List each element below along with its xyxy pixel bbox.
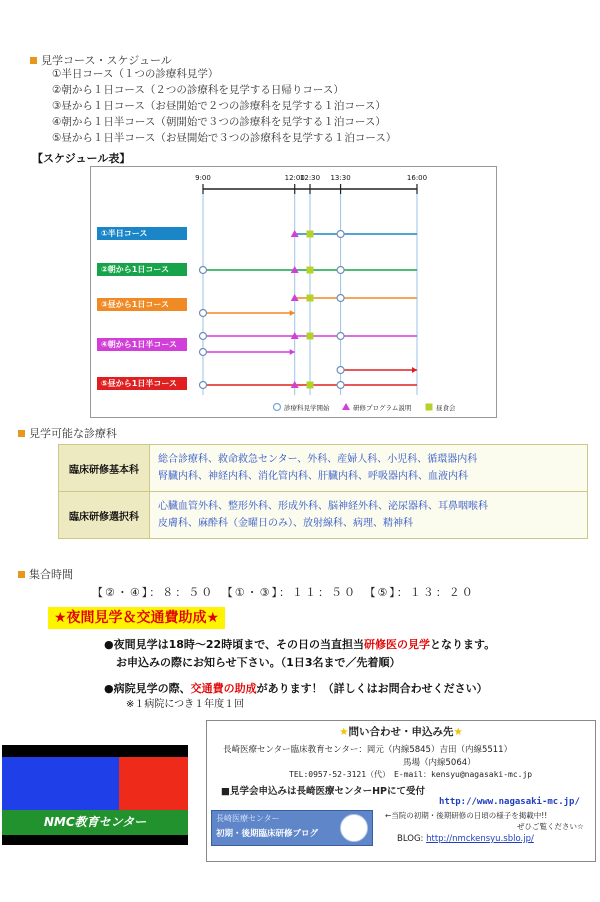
contact-line: 長崎医療センター臨床教育センター：岡元（内線5845）吉田（内線5511） bbox=[223, 745, 513, 755]
visit-start-marker bbox=[337, 267, 344, 274]
section-bullet-icon bbox=[30, 57, 37, 64]
time-tick-label: 13:30 bbox=[330, 174, 351, 182]
note-line: ●夜間見学は18時〜22時頃まで、その日の当直担当研修医の見学となります。 bbox=[104, 638, 496, 651]
blog-link[interactable]: http://nmckensyu.sblo.jp/ bbox=[426, 834, 534, 844]
course-label: ②朝から1日コース bbox=[97, 263, 187, 276]
blog-note: ←当院の初期・後期研修の日頃の様子を掲載中!! bbox=[385, 811, 548, 820]
course-item: ③昼から１日コース（お昼開始で２つの診療科を見学する１泊コース） bbox=[52, 100, 386, 112]
visit-start-marker bbox=[337, 333, 344, 340]
time-tick-label: 12:00 bbox=[284, 174, 305, 182]
course-label: ⑤昼から1日半コース bbox=[97, 377, 187, 390]
course-section-title: 見学コース・スケジュール bbox=[30, 52, 172, 68]
contact-line: ■見学会申込みは長崎医療センターHPにて受付 bbox=[221, 786, 426, 797]
course-label: ④朝から1日半コース bbox=[97, 338, 187, 351]
course-item: ②朝から１日コース（２つの診療科を見学する日帰りコース） bbox=[52, 84, 344, 96]
time-tick-label: 9:00 bbox=[195, 174, 211, 182]
night-visit-notes bbox=[104, 636, 495, 712]
note-line: ※１病院につき１年度１回 bbox=[126, 699, 245, 710]
visit-start-marker bbox=[337, 231, 344, 238]
visit-start-marker bbox=[337, 382, 344, 389]
logo-blue-block bbox=[2, 757, 119, 810]
nmc-logo bbox=[2, 745, 188, 845]
lunch-marker bbox=[307, 295, 314, 302]
legend-label: 昼食会 bbox=[436, 404, 456, 412]
dept-section-title: 見学可能な診療科 bbox=[18, 425, 117, 441]
visit-start-marker bbox=[200, 267, 207, 274]
legend-label: 診療科見学開始 bbox=[284, 404, 330, 412]
legend-marker bbox=[342, 403, 350, 410]
star-icon: ★ bbox=[339, 726, 349, 738]
visit-start-marker bbox=[200, 333, 207, 340]
table-row bbox=[59, 492, 588, 539]
blog-banner[interactable]: 長崎医療センター 初期・後期臨床研修ブログ bbox=[211, 810, 373, 846]
visit-start-marker bbox=[200, 349, 207, 356]
course-item: ⑤昼から１日半コース（お昼開始で３つの診療科を見学する１泊コース） bbox=[52, 132, 397, 144]
course-item: ①半日コース（１つの診療科見学） bbox=[52, 68, 219, 80]
meeting-section-title: 集合時間 bbox=[18, 566, 73, 582]
lunch-marker bbox=[307, 231, 314, 238]
course-label: ①半日コース bbox=[97, 227, 187, 240]
dept-header: 臨床研修基本科 bbox=[59, 445, 150, 492]
website-link[interactable]: http://www.nagasaki-mc.jp/ bbox=[439, 797, 580, 807]
schedule-label: 【スケジュール表】 bbox=[32, 152, 131, 165]
contact-line: TEL:0957-52-3121（代） E-mail：kensyu@nagasaki-mc.jp bbox=[289, 770, 533, 779]
legend-label: 研修プログラム説明 bbox=[353, 404, 412, 412]
course-item: ④朝から１日半コース（朝開始で３つの診療科を見学する１泊コース） bbox=[52, 116, 386, 128]
legend-marker bbox=[274, 404, 281, 411]
lunch-marker bbox=[307, 333, 314, 340]
lunch-marker bbox=[307, 382, 314, 389]
night-visit-banner: ★夜間見学＆交通費助成★ bbox=[48, 607, 225, 629]
course-list bbox=[52, 66, 396, 146]
visit-start-marker bbox=[200, 382, 207, 389]
dept-table bbox=[58, 444, 588, 539]
arrow-head bbox=[412, 367, 417, 373]
table-row bbox=[59, 445, 588, 492]
section-bullet-icon bbox=[18, 571, 25, 578]
arrow-head bbox=[290, 349, 295, 355]
dept-header: 臨床研修選択科 bbox=[59, 492, 150, 539]
dept-list: 総合診療科、救命救急センター、外科、産婦人科、小児科、循環器内科 腎臓内科、神経内科、消化管内科、肝臓内科、呼吸器内科、血液内科 bbox=[150, 445, 588, 492]
note-line: お申込みの際にお知らせ下さい。（1日3名まで／先着順） bbox=[116, 656, 401, 669]
lunch-marker bbox=[307, 267, 314, 274]
blog-note: ぜひご覧ください☆ bbox=[517, 822, 584, 831]
legend-marker bbox=[426, 404, 433, 411]
note-line: ●病院見学の際、交通費の助成があります！（詳しくはお問合わせください） bbox=[104, 682, 488, 695]
time-tick-label: 12:30 bbox=[299, 174, 321, 182]
visit-start-marker bbox=[200, 310, 207, 317]
logo-text: NMC教育センター bbox=[2, 810, 188, 835]
contact-line: 馬場（内線5064） bbox=[403, 758, 476, 768]
blog-link-row: BLOG: http://nmckensyu.sblo.jp/ bbox=[397, 834, 534, 844]
star-icon: ★ bbox=[453, 726, 463, 738]
section-bullet-icon bbox=[18, 430, 25, 437]
visit-start-marker bbox=[337, 295, 344, 302]
course-label: ③昼から1日コース bbox=[97, 298, 187, 311]
schedule-chart bbox=[90, 166, 497, 418]
contact-box bbox=[206, 720, 596, 862]
dept-list: 心臓血管外科、整形外科、形成外科、脳神経外科、泌尿器科、耳鼻咽喉科 皮膚科、麻酔科（金曜日のみ）、放射線科、病理、精神科 bbox=[150, 492, 588, 539]
meeting-times: 【②・④】：８：５０ 【①・③】：１１：５０ 【⑤】：１３：２０ bbox=[92, 586, 475, 599]
logo-red-block bbox=[119, 757, 188, 810]
arrow-head bbox=[290, 310, 295, 316]
mascot-icon bbox=[340, 814, 368, 842]
time-tick-label: 16:00 bbox=[406, 174, 428, 182]
visit-start-marker bbox=[337, 367, 344, 374]
contact-title: ★問い合わせ・申込み先★ bbox=[339, 726, 463, 738]
